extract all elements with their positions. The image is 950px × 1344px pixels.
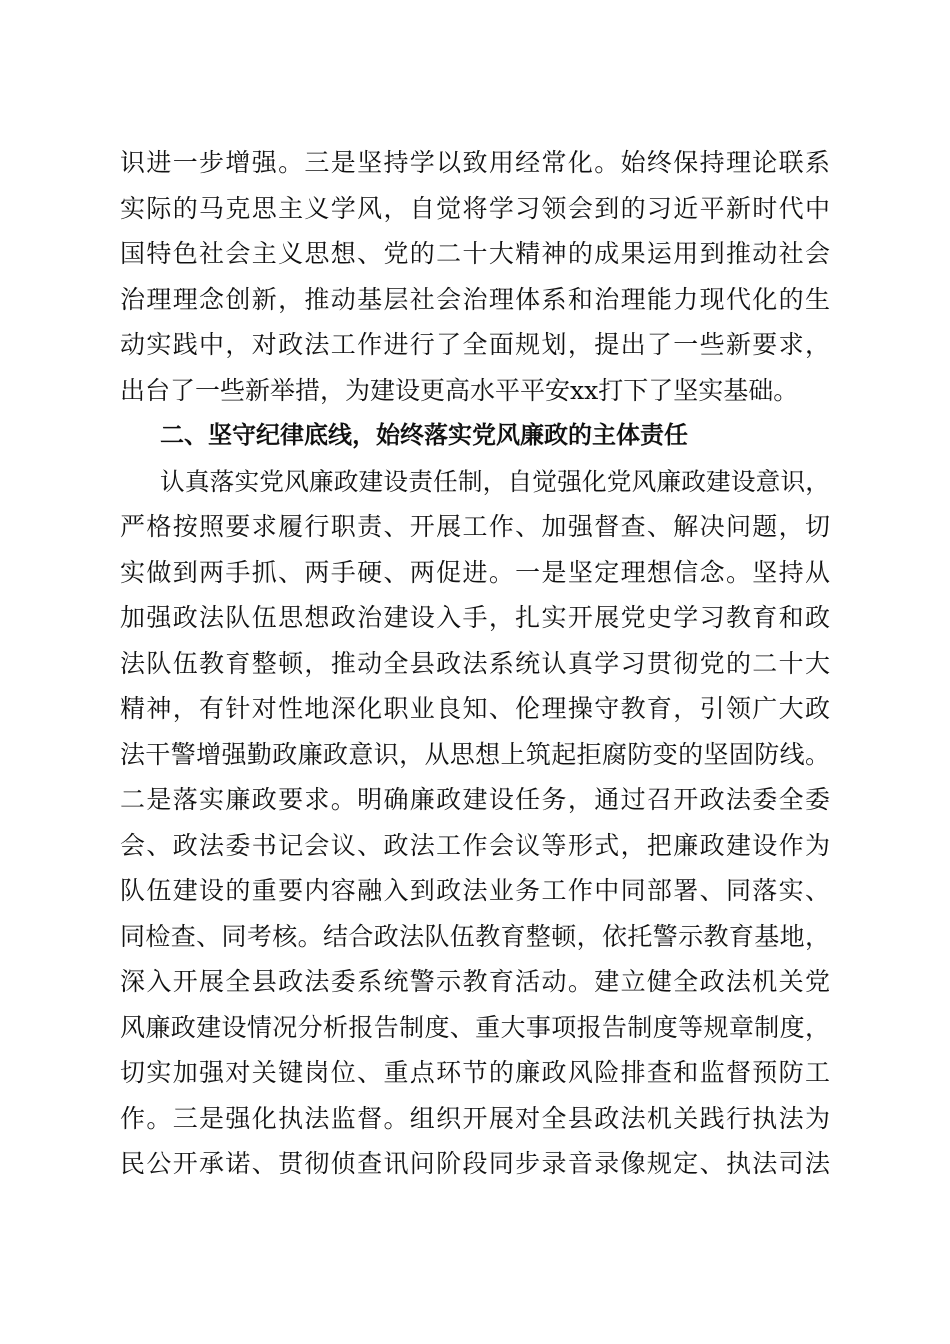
text-line: 认真落实党风廉政建设责任制，自觉强化党风廉政建设意识， bbox=[160, 466, 830, 496]
paragraph-1 bbox=[120, 140, 830, 413]
text-line: 出台了一些新举措，为建设更高水平平安xx打下了坚实基础。 bbox=[120, 375, 799, 405]
text-line: 队伍建设的重要内容融入到政法业务工作中同部署、同落实、 bbox=[120, 876, 830, 905]
text-line: 动实践中，对政法工作进行了全面规划，提出了一些新要求， bbox=[120, 330, 830, 359]
text-line: 实做到两手抓、两手硬、两促进。一是坚定理想信念。坚持从 bbox=[120, 557, 830, 587]
text-line: 精神，有针对性地深化职业良知、伦理操守教育，引领广大政 bbox=[120, 694, 830, 723]
text-line: 严格按照要求履行职责、开展工作、加强督查、解决问题，切 bbox=[120, 512, 830, 541]
text-line: 治理理念创新，推动基层社会治理体系和治理能力现代化的生 bbox=[120, 284, 830, 314]
text-line: 国特色社会主义思想、党的二十大精神的成果运用到推动社会 bbox=[120, 239, 830, 268]
text-line: 风廉政建设情况分析报告制度、重大事项报告制度等规章制度， bbox=[120, 1012, 830, 1042]
text-line: 同检查、同考核。结合政法队伍教育整顿，依托警示教育基地， bbox=[120, 921, 830, 951]
text-line: 深入开展全县政法委系统警示教育活动。建立健全政法机关党 bbox=[120, 967, 830, 996]
text-line: 识进一步增强。三是坚持学以致用经常化。始终保持理论联系 bbox=[120, 148, 830, 177]
text-line: 实际的马克思主义学风，自觉将学习领会到的习近平新时代中 bbox=[120, 193, 830, 223]
text-line: 民公开承诺、贯彻侦查讯问阶段同步录音录像规定、执法司法 bbox=[120, 1149, 830, 1178]
paragraph-2 bbox=[120, 459, 830, 1187]
text-line: 加强政法队伍思想政治建设入手，扎实开展党史学习教育和政 bbox=[120, 603, 830, 632]
text-line: 切实加强对关键岗位、重点环节的廉政风险排查和监督预防工 bbox=[120, 1058, 830, 1087]
text-line: 二是落实廉政要求。明确廉政建设任务，通过召开政法委全委 bbox=[120, 785, 830, 814]
section-heading: 二、坚守纪律底线，始终落实党风廉政的主体责任 bbox=[160, 421, 688, 449]
document-body bbox=[120, 140, 830, 1187]
text-line: 法队伍教育整顿，推动全县政法系统认真学习贯彻党的二十大 bbox=[120, 648, 830, 678]
text-line: 作。三是强化执法监督。组织开展对全县政法机关践行执法为 bbox=[120, 1103, 830, 1133]
text-line: 会、政法委书记会议、政法工作会议等形式，把廉政建设作为 bbox=[120, 830, 830, 860]
text-line: 法干警增强勤政廉政意识，从思想上筑起拒腐防变的坚固防线。 bbox=[120, 739, 830, 769]
